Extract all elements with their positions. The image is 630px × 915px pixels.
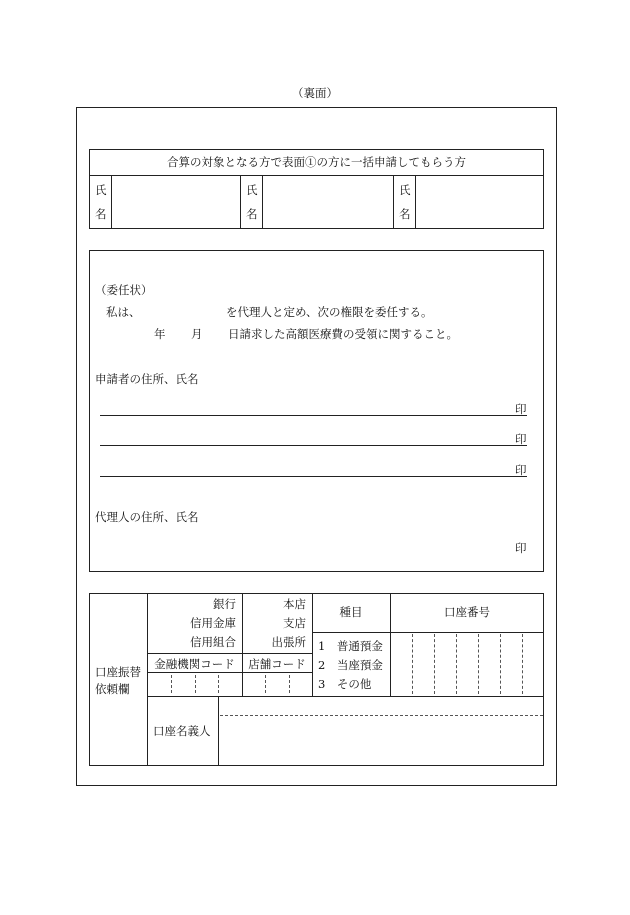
- applicant-line: [100, 445, 527, 446]
- agent-name-field[interactable]: [146, 302, 224, 320]
- batch-heading: 合算の対象となる方で表面①の方に一括申請してもらう方: [167, 155, 466, 169]
- bank-section-label-2: 依頼欄: [95, 682, 130, 696]
- batch-divider: [393, 175, 394, 229]
- institution-code-label: 金融機関コード: [154, 657, 235, 671]
- name-label-1-top: 氏: [95, 183, 107, 197]
- type-option-2[interactable]: 2 当座預金: [318, 658, 383, 672]
- branch-code-field[interactable]: [243, 673, 311, 695]
- applicant-label: 申請者の住所、氏名: [95, 372, 199, 386]
- name-label-2-top: 氏: [246, 183, 258, 197]
- branch-label: 支店: [283, 616, 306, 630]
- bank-label: 銀行: [213, 597, 236, 611]
- head-office-label: 本店: [283, 597, 306, 611]
- applicant-field-2[interactable]: [100, 422, 510, 444]
- account-holder-label: 口座名義人: [153, 724, 211, 738]
- applicant-field-1[interactable]: [100, 392, 510, 414]
- bank-divider: [218, 696, 219, 766]
- sub-office-label: 出張所: [271, 635, 306, 649]
- name-label-3-bottom: 名: [399, 207, 411, 221]
- agent-address-field[interactable]: [100, 528, 510, 558]
- proxy-line1-suffix: を代理人と定め、次の権限を委任する。: [226, 305, 433, 319]
- proxy-year-label: 年: [154, 327, 166, 341]
- proxy-month-label: 月: [191, 327, 203, 341]
- applicant-line: [100, 415, 527, 416]
- account-no-header: 口座番号: [444, 605, 490, 619]
- bank-divider: [147, 653, 312, 654]
- branch-name-field[interactable]: [245, 597, 273, 649]
- proxy-line2-text: 日請求した高額医療費の受領に関すること。: [228, 327, 458, 341]
- name-label-1-bottom: 名: [95, 207, 107, 221]
- name-field-1[interactable]: [113, 177, 238, 227]
- applicant-line: [100, 476, 527, 477]
- batch-divider: [262, 175, 263, 229]
- seal-mark: 印: [515, 432, 527, 446]
- account-holder-field[interactable]: [220, 718, 542, 764]
- account-holder-kana-field[interactable]: [220, 698, 542, 714]
- seal-mark: 印: [515, 463, 527, 477]
- name-field-2[interactable]: [264, 177, 391, 227]
- name-label-3-top: 氏: [399, 183, 411, 197]
- batch-table-divider: [89, 175, 544, 176]
- type-option-1[interactable]: 1 普通預金: [318, 639, 383, 653]
- name-field-3[interactable]: [417, 177, 542, 227]
- branch-code-label: 店舗コード: [248, 657, 306, 671]
- type-option-3[interactable]: 3 その他: [318, 677, 372, 691]
- bank-name-field[interactable]: [150, 597, 180, 649]
- batch-divider: [240, 175, 241, 229]
- seal-mark: 印: [515, 402, 527, 416]
- credit-union-label: 信用組合: [190, 635, 236, 649]
- batch-divider: [415, 175, 416, 229]
- seal-mark: 印: [515, 541, 527, 555]
- batch-divider: [111, 175, 112, 229]
- account-holder-kana-line: [220, 715, 543, 716]
- account-number-field[interactable]: [391, 633, 543, 695]
- bank-section-label-1: 口座振替: [95, 665, 141, 679]
- type-header: 種目: [339, 605, 363, 619]
- proxy-title: （委任状）: [95, 283, 153, 297]
- applicant-field-3[interactable]: [100, 453, 510, 475]
- institution-code-field[interactable]: [148, 673, 241, 695]
- proxy-line1-prefix: 私は、: [106, 305, 141, 319]
- name-label-2-bottom: 名: [246, 207, 258, 221]
- agent-label: 代理人の住所、氏名: [95, 510, 199, 524]
- bank-divider: [147, 696, 544, 697]
- page-title: （裏面）: [292, 86, 338, 100]
- credit-bank-label: 信用金庫: [190, 616, 236, 630]
